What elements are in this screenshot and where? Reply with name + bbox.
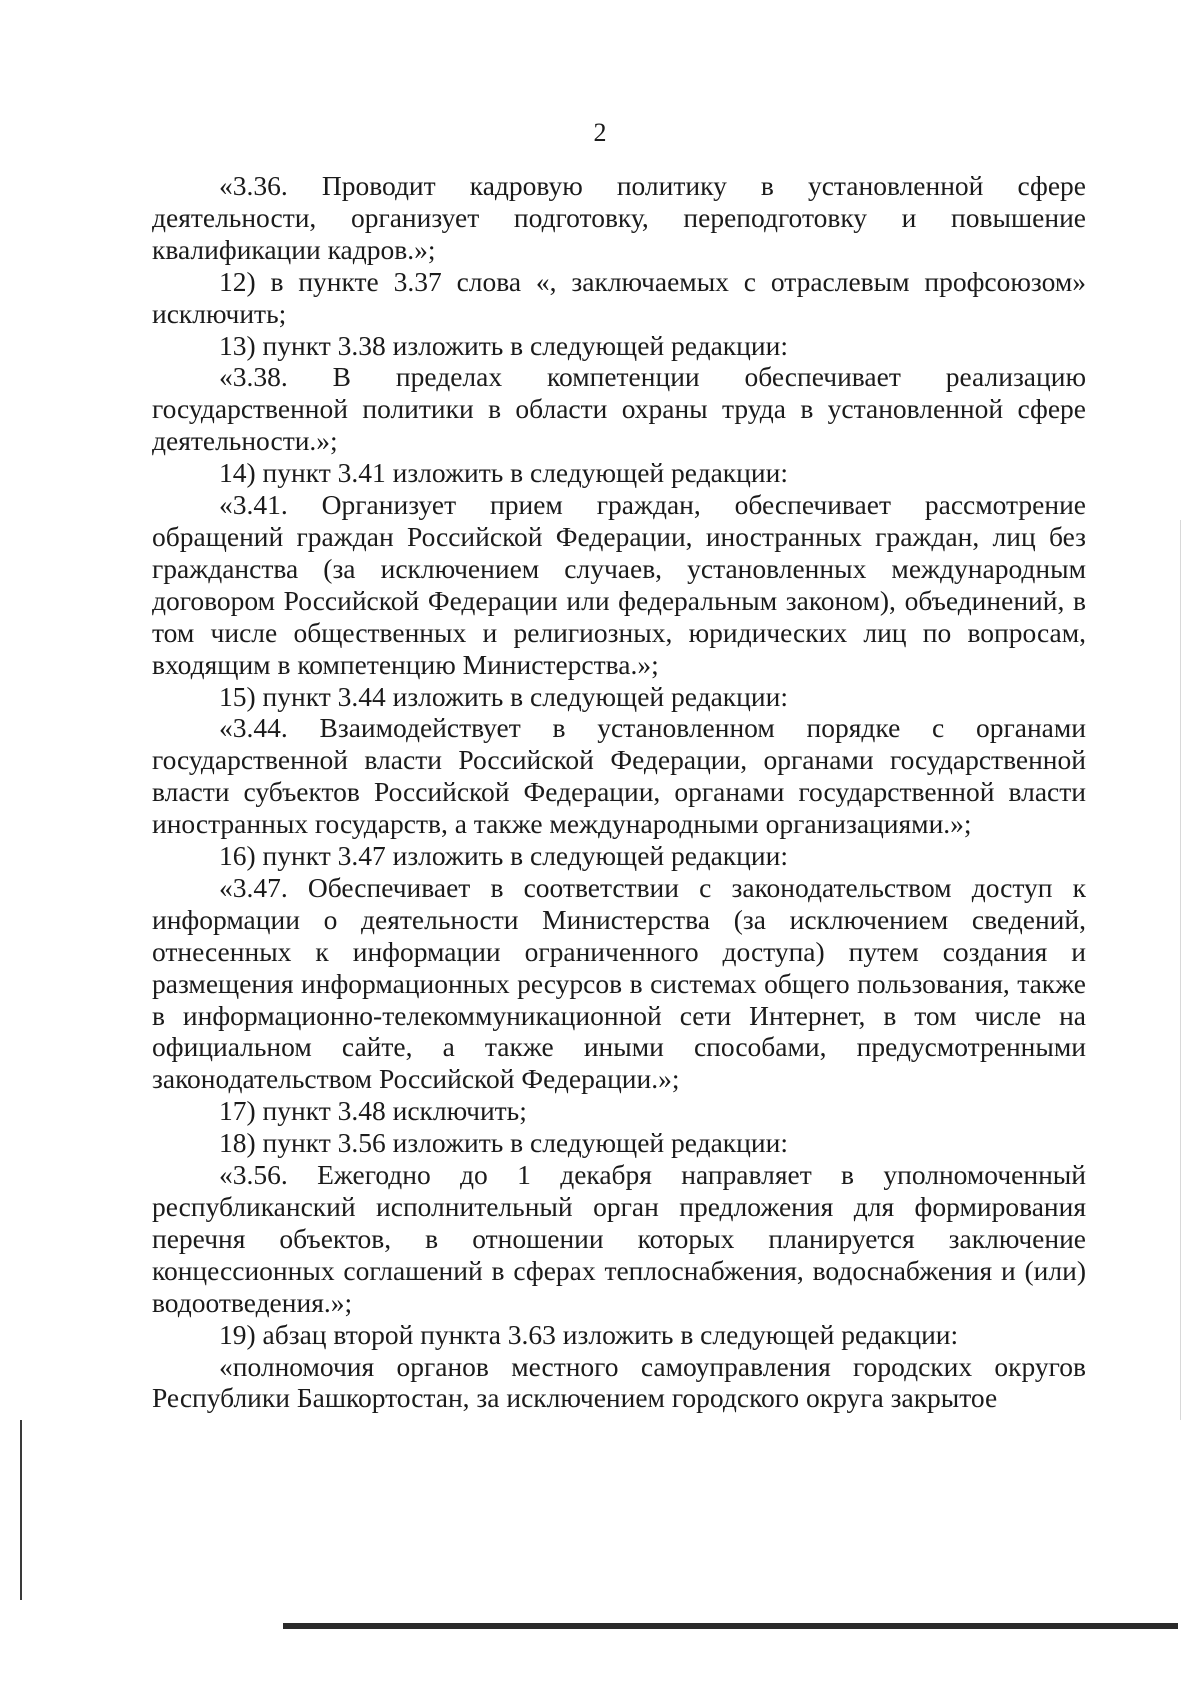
document-body	[152, 170, 1086, 1414]
item-18-instruction: 18) пункт 3.56 изложить в следующей редакции:	[219, 1127, 788, 1159]
scan-bottom-edge-line	[283, 1623, 1178, 1629]
paragraph-3-47-text: «3.47. Обеспечивает в соответствии с законодательством доступ к информации о деятельности Министерства (за исключением сведений, отнесенных к информации ограниченного доступа) путем создания и размещения информационных ресурсов в системах общего пользования, также в информационно-телекоммуникационной сети Интернет, в том числе на официальном сайте, а также иными способами, предусмотренными законодательством Российской Федерации.»;	[152, 871, 1086, 1095]
scan-right-edge-line	[1180, 520, 1181, 1420]
item-15-instruction: 15) пункт 3.44 изложить в следующей редакции:	[219, 680, 788, 712]
item-16-instruction: 16) пункт 3.47 изложить в следующей редакции:	[219, 840, 788, 872]
paragraph-3-38-text: «3.38. В пределах компетенции обеспечивает реализацию государственной политики в области охраны труда в установленной сфере деятельности.»;	[152, 361, 1086, 457]
paragraph-3-44-text: «3.44. Взаимодействует в установленном порядке с органами государственной власти Российской Федерации, органами государственной власти субъектов Российской Федерации, органами государственной власти иностранных государств, а также международными организациями.»;	[152, 712, 1086, 840]
paragraph-3-41-text: «3.41. Организует прием граждан, обеспечивает рассмотрение обращений граждан Российской Федерации, иностранных граждан, лиц без гражданства (за исключением случаев, установленных международным договором Российской Федерации или федеральным законом), объединений, в том числе общественных и религиозных, юридических лиц по вопросам, входящим в компетенцию Министерства.»;	[152, 489, 1086, 680]
paragraph-3-56-text: «3.56. Ежегодно до 1 декабря направляет в уполномоченный республиканский исполнительный орган предложения для формирования перечня объектов, в отношении которых планируется заключение концессионных соглашений в сферах теплоснабжения, водоснабжения и (или) водоотведения.»;	[152, 1159, 1086, 1318]
item-14-instruction: 14) пункт 3.41 изложить в следующей редакции:	[219, 457, 788, 489]
paragraph-3-63-text: «полномочия органов местного самоуправления городских округов Республики Башкортостан, за исключением городского округа закрытое	[152, 1350, 1086, 1414]
page-number: 2	[593, 118, 607, 147]
item-12-instruction: 12) в пункте 3.37 слова «, заключаемых с отраслевым профсоюзом» исключить;	[152, 265, 1086, 329]
paragraph-3-36-text: «3.36. Проводит кадровую политику в установленной сфере деятельности, организует подготовку, переподготовку и повышение квалификации кадров.»;	[152, 170, 1086, 265]
item-19-instruction: 19) абзац второй пункта 3.63 изложить в следующей редакции:	[219, 1318, 959, 1350]
item-13-instruction: 13) пункт 3.38 изложить в следующей редакции:	[219, 329, 788, 361]
scan-left-edge-line	[20, 1420, 22, 1600]
item-17-instruction: 17) пункт 3.48 исключить;	[219, 1095, 527, 1127]
